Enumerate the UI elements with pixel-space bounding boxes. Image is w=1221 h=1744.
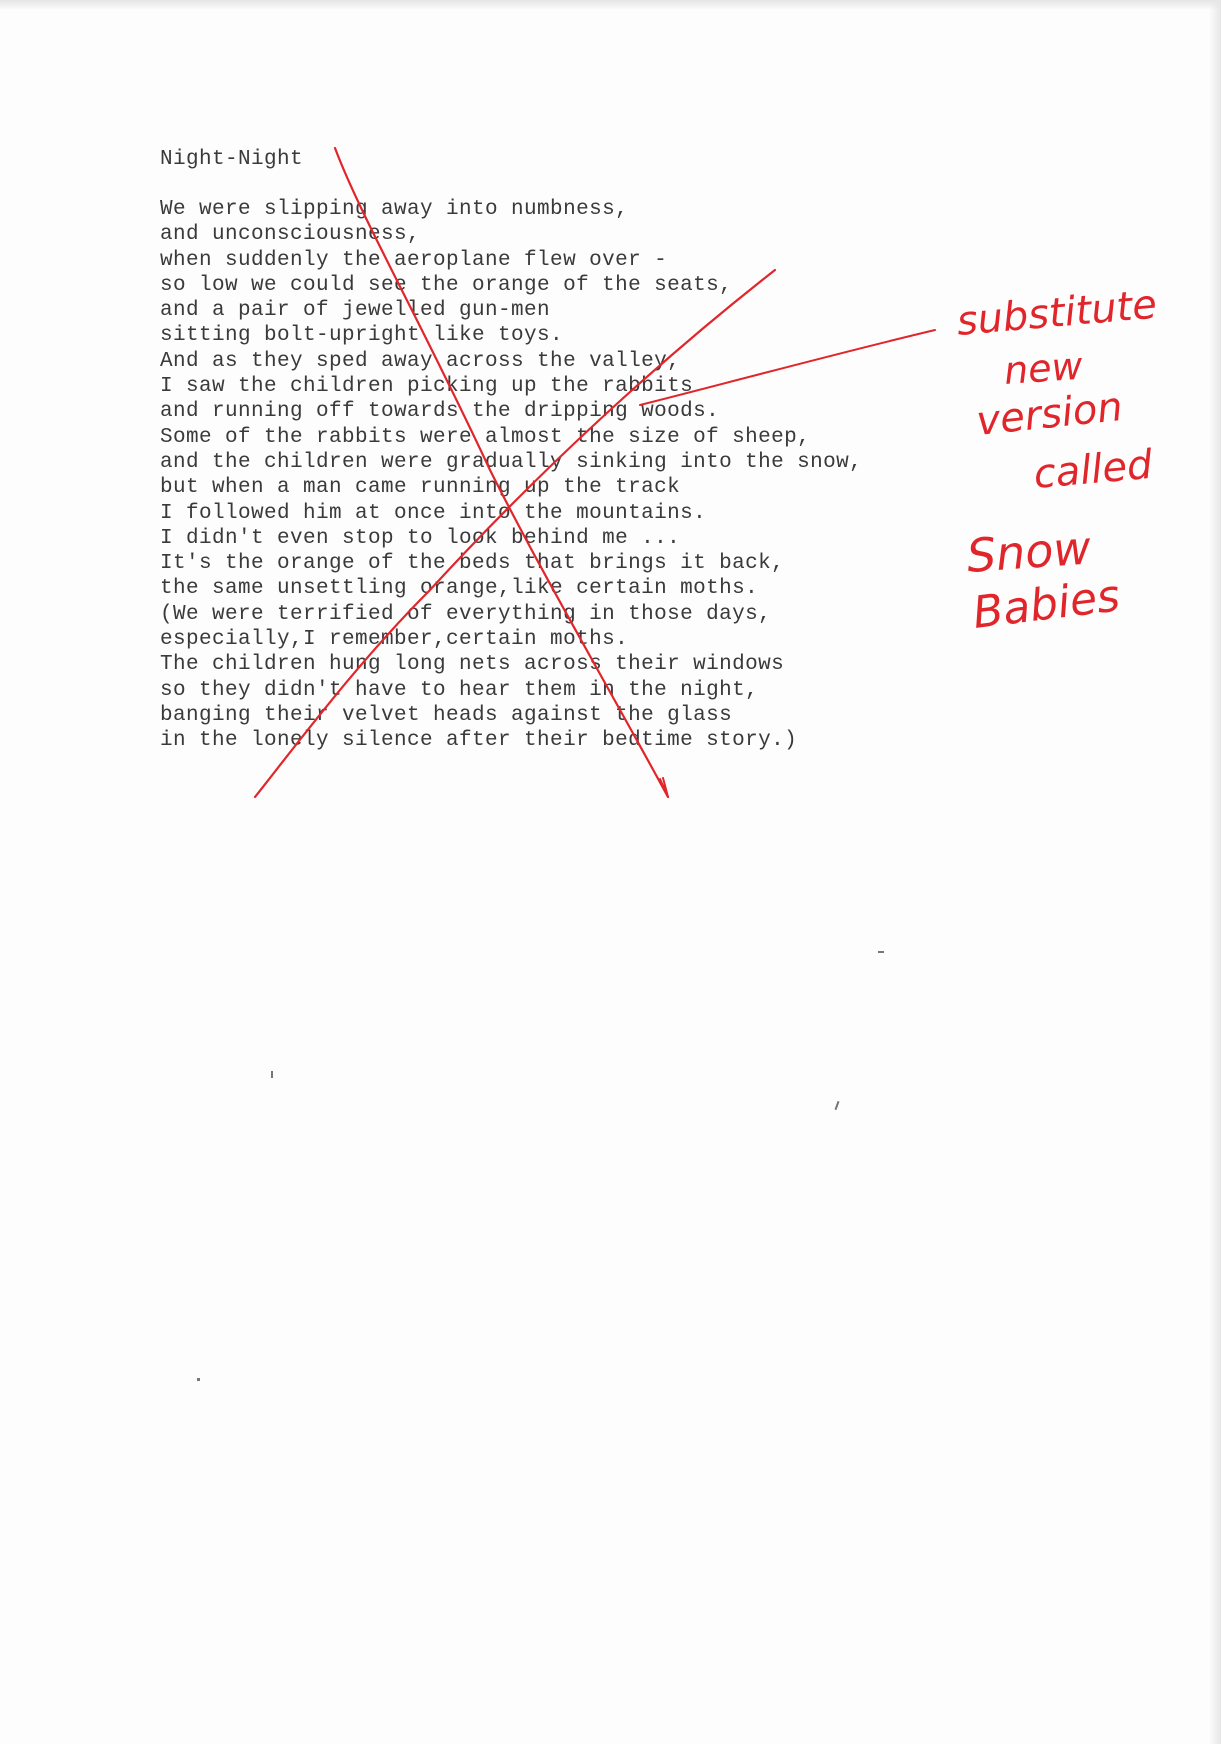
handwritten-word: new [1002, 343, 1084, 393]
poem-line: when suddenly the aeroplane flew over - [160, 248, 668, 272]
poem-line: and the children were gradually sinking into the snow, [160, 450, 863, 474]
poem-line: I didn't even stop to look behind me ... [160, 526, 681, 550]
poem-line: We were slipping away into numbness, [160, 198, 629, 221]
handwritten-word: version [974, 383, 1125, 445]
poem-line: sitting bolt-upright like toys. [160, 324, 564, 348]
poem-title: Night-Night [160, 148, 304, 171]
handwritten-word: substitute [954, 281, 1159, 345]
poem-line: especially,I remember,certain moths. [160, 628, 629, 652]
pointer-line [640, 330, 935, 405]
handwritten-word: called [1031, 441, 1155, 498]
paper-speck [271, 1071, 273, 1078]
paper-speck [878, 951, 884, 953]
poem-line: And as they sped away across the valley, [160, 349, 681, 373]
poem-line: and unconsciousness, [160, 223, 421, 247]
poem-line: The children hung long nets across their windows [160, 653, 785, 677]
cross-out-arrowhead [660, 778, 668, 797]
poem-line: in the lonely silence after their bedtime story.) [160, 729, 798, 753]
poem-line: and a pair of jewelled gun-men [160, 299, 551, 323]
poem-line: (We were terrified of everything in those days, [160, 602, 772, 626]
poem-line: so they didn't have to hear them in the night, [160, 678, 759, 702]
handwritten-note [955, 282, 1159, 639]
poem-line: Some of the rabbits were almost the size of sheep, [160, 425, 811, 449]
handwritten-word: Babies [970, 570, 1123, 639]
poem-line: and running off towards the dripping woods. [160, 400, 720, 424]
cross-out-marks [255, 148, 935, 797]
poem-line: I followed him at once into the mountains. [160, 501, 707, 525]
poem-line: but when a man came running up the track [160, 476, 681, 500]
cross-out-stroke-up [255, 270, 775, 797]
handwritten-word: Snow [965, 520, 1093, 583]
cross-out-stroke-down [335, 148, 668, 797]
poem-line: I saw the children picking up the rabbits [160, 375, 694, 399]
poem-line: It's the orange of the beds that brings it back, [160, 552, 785, 576]
poem-line: banging their velvet heads against the glass [160, 703, 733, 727]
poem-line: so low we could see the orange of the seats, [160, 273, 733, 297]
paper-speck [197, 1378, 200, 1381]
poem-line: the same unsettling orange,like certain moths. [160, 577, 759, 601]
